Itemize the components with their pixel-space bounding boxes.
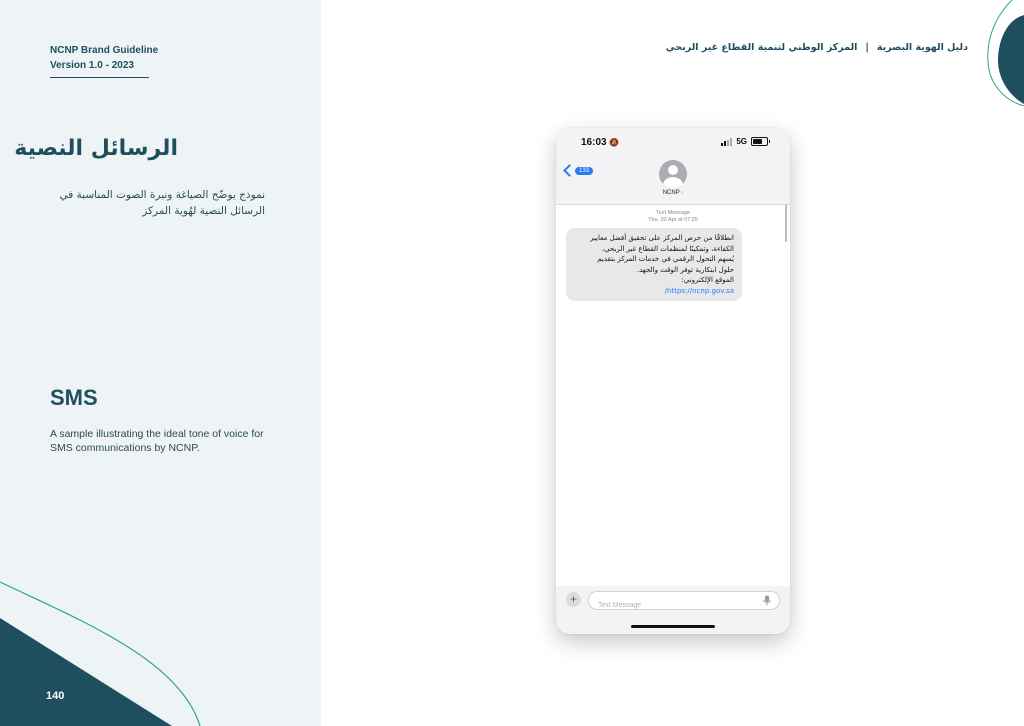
sms-section-title: SMS <box>50 385 98 410</box>
message-line: انطلاقًا من حرص المركز على تحقيق أفضل معايير <box>590 234 734 242</box>
brand-divider <box>50 77 149 78</box>
top-right-decoration <box>984 0 1024 106</box>
signal-icon <box>721 138 732 146</box>
status-time <box>581 137 619 148</box>
battery-icon <box>751 137 768 146</box>
messages-header <box>556 128 790 205</box>
header-separator: | <box>865 42 869 53</box>
header-guide-title: دليل الهوية البصرية <box>876 42 968 53</box>
message-line: الكفاءة، وتمكينًا لمنظمات القطاع غير الربحي، <box>601 244 734 253</box>
version-label: Version 1.0 - 2023 <box>50 60 134 71</box>
status-icons <box>721 137 768 146</box>
message-line: يُسهم التحول الرقمي في خدمات المركز بتقديم <box>597 255 734 263</box>
message-timestamp: Thu, 20 Apr at 07:25 <box>648 216 698 223</box>
brand-name: NCNP Brand Guideline <box>50 45 159 56</box>
time-text: 16:03 <box>581 137 607 148</box>
message-input[interactable] <box>596 597 760 614</box>
website-link[interactable]: https://ncnp.gov.sa/ <box>664 286 734 295</box>
back-button[interactable] <box>565 166 593 175</box>
plus-icon[interactable]: + <box>566 592 581 607</box>
page-header <box>666 42 968 53</box>
sms-section-description: A sample illustrating the ideal tone of voice for SMS communications by NCNP. <box>50 428 264 454</box>
message-line: حلول ابتكارية توفر الوقت والجهد. <box>636 265 734 274</box>
arabic-section-description: نموذج يوضّح الصياغة ونبرة الصوت المناسبة في الرسائل النصية لهُوية المركز <box>59 189 265 217</box>
page-number: 140 <box>46 690 65 702</box>
arabic-section-title: الرسائل النصية <box>14 136 178 161</box>
left-panel <box>0 0 321 726</box>
microphone-icon[interactable] <box>762 595 772 606</box>
silent-bell-icon: 🔕 <box>609 138 620 147</box>
chevron-right-icon: › <box>681 190 684 196</box>
phone-mockup <box>556 128 790 634</box>
message-input-field[interactable] <box>588 591 780 610</box>
message-bubble <box>566 228 742 301</box>
contact-name-button[interactable] <box>556 190 790 196</box>
avatar-icon[interactable] <box>659 160 687 188</box>
message-type-label: Text Message <box>656 210 690 216</box>
scrollbar[interactable] <box>785 204 787 242</box>
home-indicator <box>631 625 715 628</box>
compose-bar <box>556 586 790 634</box>
message-meta <box>556 210 790 223</box>
message-line: الموقع الإلكتروني: <box>681 276 734 284</box>
brand-block <box>50 43 158 73</box>
header-org-name: المركز الوطني لتنمية القطاع غير الربحي <box>665 42 858 53</box>
back-chevron-icon <box>563 164 576 177</box>
contact-name: NCNP <box>662 190 680 196</box>
network-label: 5G <box>736 137 747 146</box>
unread-count-badge: 133 <box>575 167 593 175</box>
